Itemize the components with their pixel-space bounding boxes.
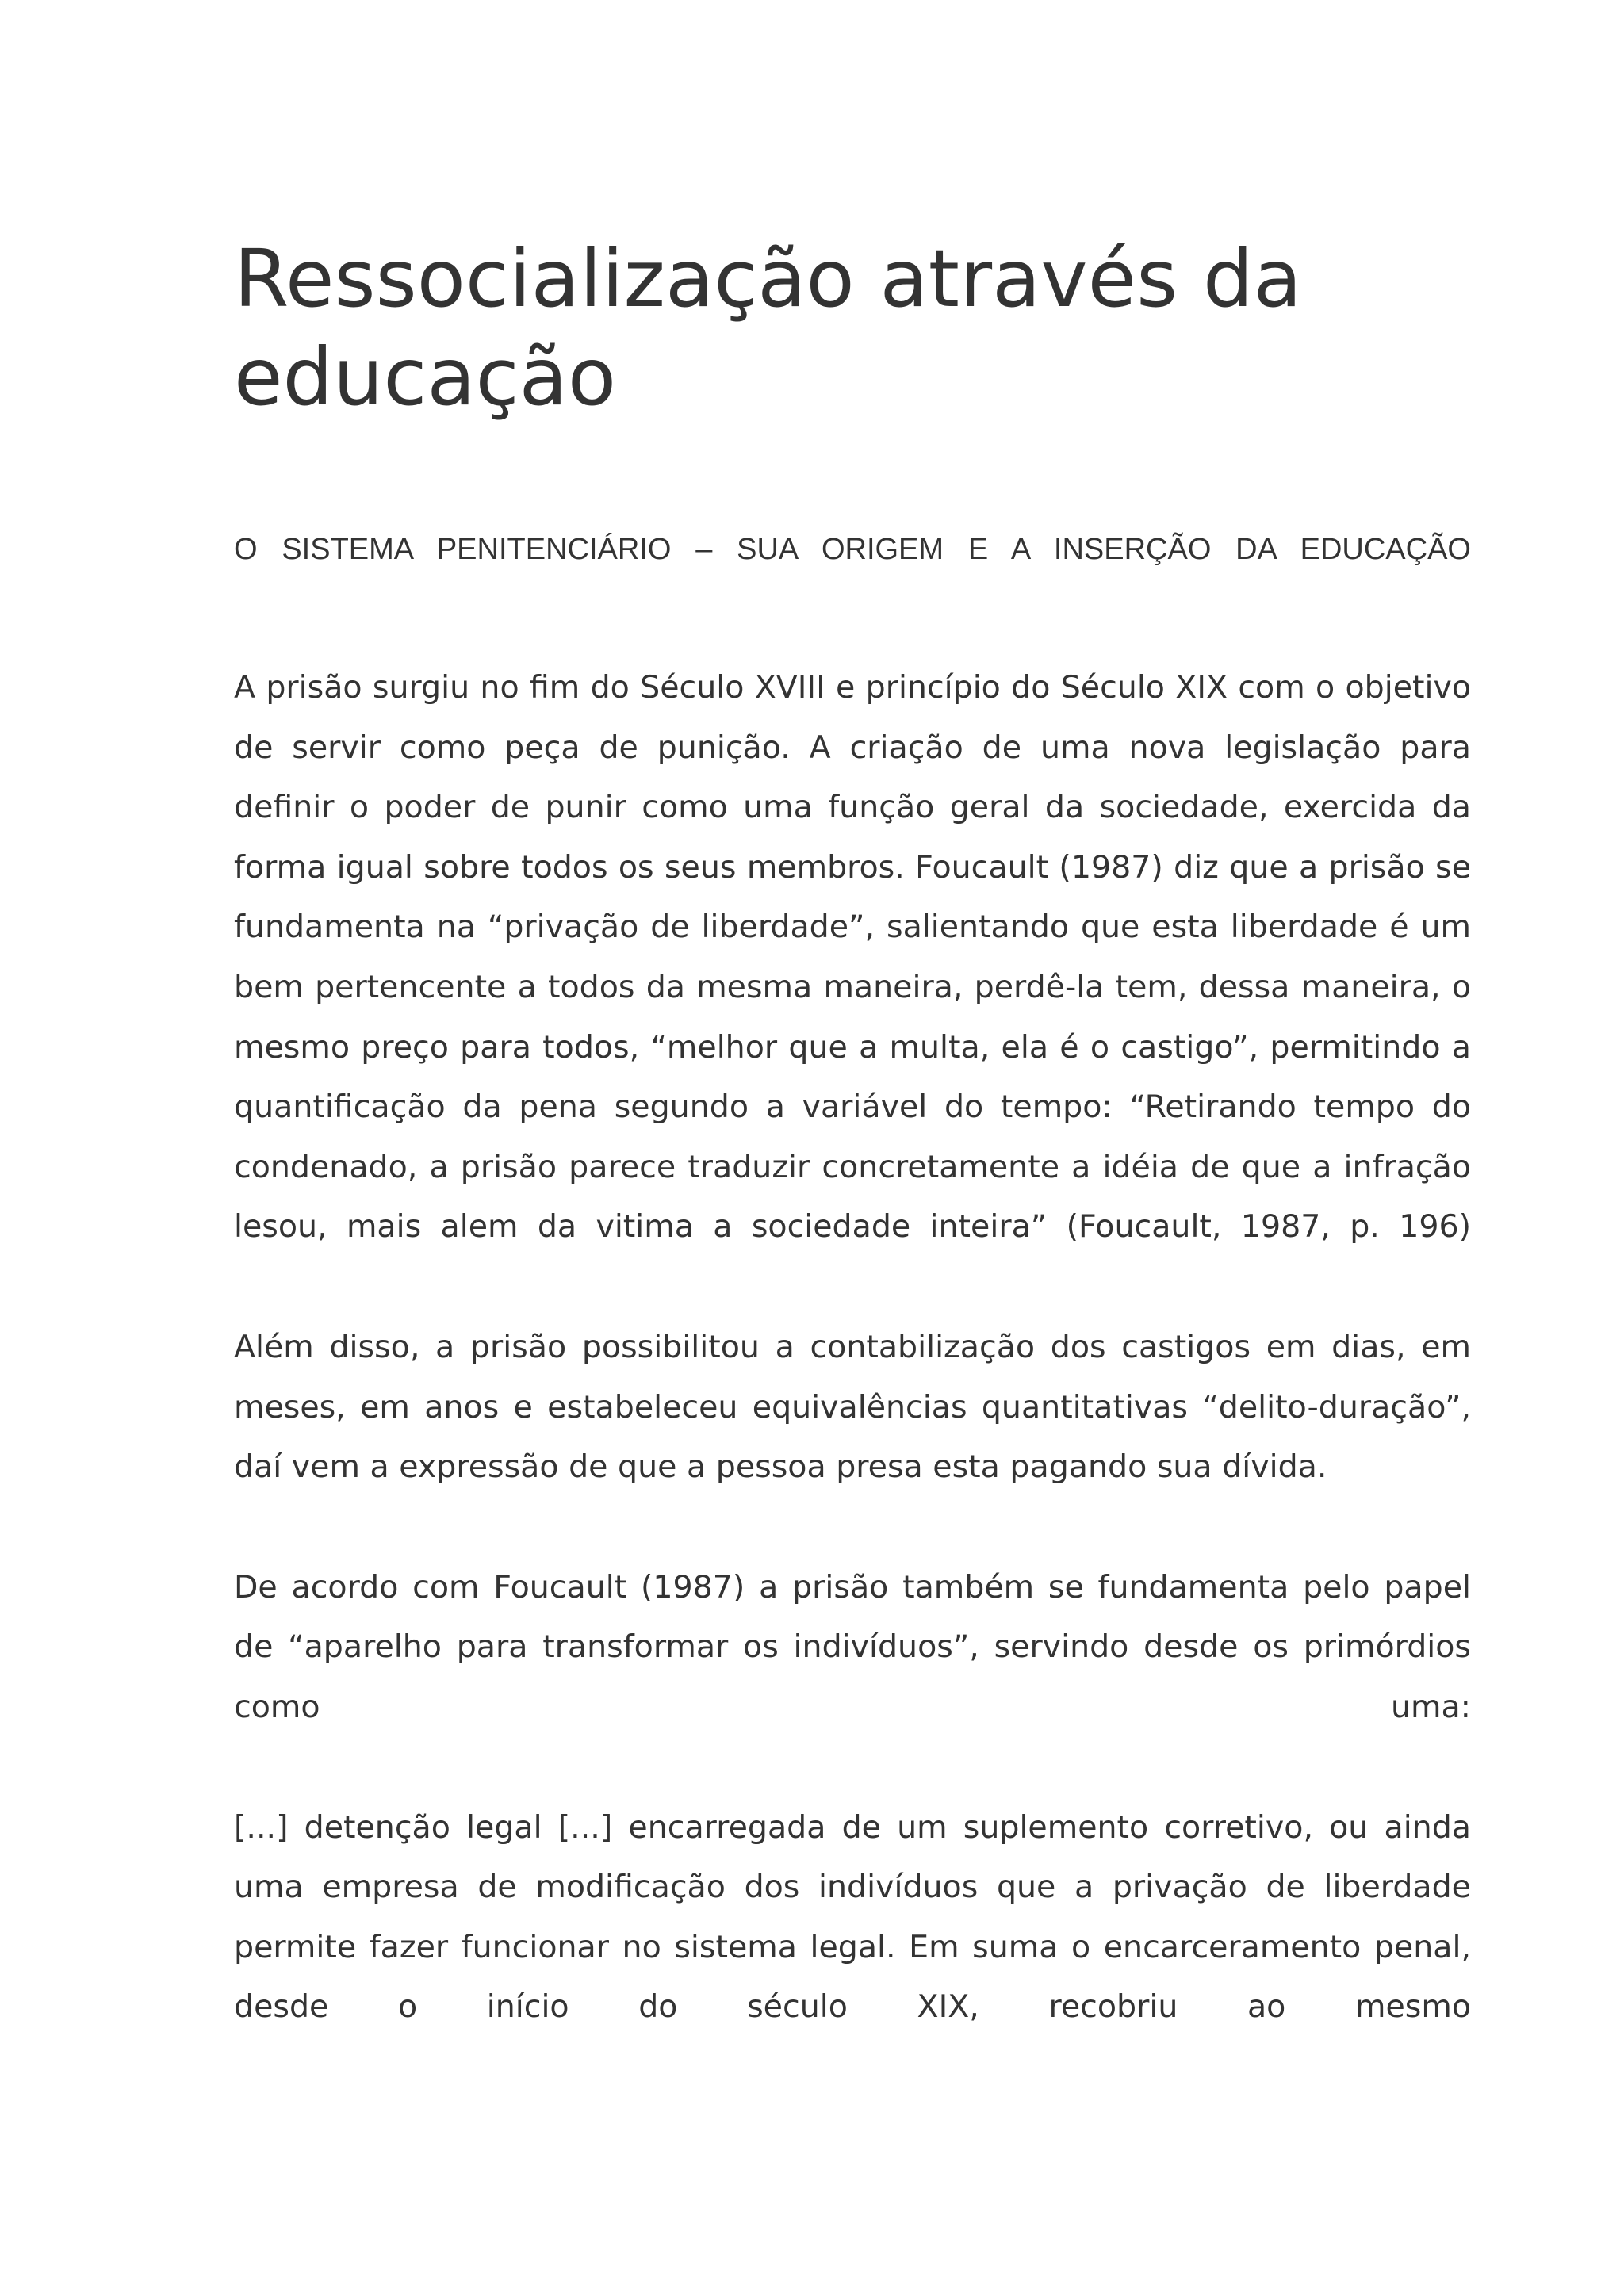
paragraph: [...] detenção legal [...] encarregada de um suplemento corretivo, ou ainda uma empresa de modificação dos indivíduos que a privação de liberdade permite fazer funcionar no sistema legal. Em suma o encarceramento penal, desde o início do século XIX, recobriu ao mesmo <box>234 1808 1471 2026</box>
section-heading: O SISTEMA PENITENCIÁRIO – SUA ORIGEM E A INSERÇÃO DA EDUCAÇÃO <box>234 533 1471 566</box>
paragraph: Além disso, a prisão possibilitou a contabilização dos castigos em dias, em meses, em anos e estabeleceu equivalências quantitativas “delito-duração”, daí vem a expressão de que a pessoa presa esta pagando sua dívida. <box>234 1328 1471 1486</box>
paragraph: De acordo com Foucault (1987) a prisão também se fundamenta pelo papel de “aparelho para transformar os indivíduos”, servindo desde os primórdios como uma: <box>234 1568 1471 1725</box>
document-title: Ressocialização através da educação <box>234 232 1302 423</box>
document-content <box>234 230 1471 2038</box>
paragraph: A prisão surgiu no fim do Século XVIII e princípio do Século XIX com o objetivo de servir como peça de punição. A criação de uma nova legislação para definir o poder de punir como uma função geral da sociedade, exercida da forma igual sobre todos os seus membros. Foucault (1987) diz que a prisão se fundamenta na “privação de liberdade”, salientando que esta liberdade é um bem pertencente a todos da mesma maneira, perdê-la tem, dessa maneira, o mesmo preço para todos, “melhor que a multa, ela é o castigo”, permitindo a quantificação da pena segundo a variável do tempo: “Retirando tempo do condenado, a prisão parece traduzir concretamente a idéia de que a infração lesou, mais alem da vitima a sociedade inteira” (Foucault, 1987, p. 196) <box>234 669 1471 1246</box>
